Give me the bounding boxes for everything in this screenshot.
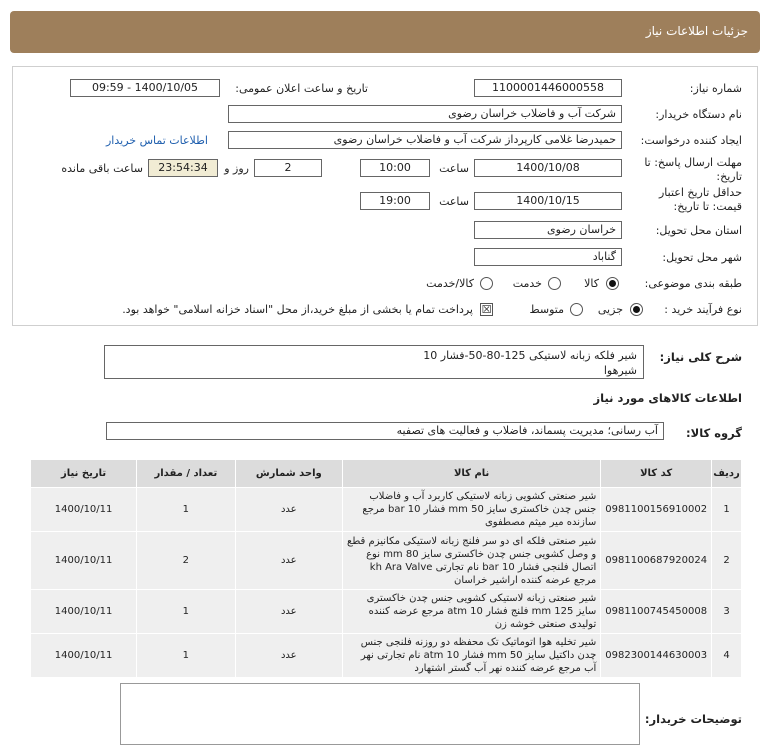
description-label: شرح کلی نیاز:: [659, 350, 742, 364]
buyer-contact-link[interactable]: اطلاعات تماس خریدار: [106, 134, 208, 147]
description-field: [104, 345, 644, 379]
row-unit: عدد: [235, 590, 342, 634]
category-option-goods: کالا: [584, 277, 599, 290]
table-row: [31, 634, 742, 678]
days-label: روز و: [224, 162, 249, 175]
items-section-title: اطلاعات کالاهای مورد نیاز: [593, 391, 742, 405]
row-code: 0981100745450008: [601, 590, 712, 634]
category-label: طبقه بندی موضوعی:: [644, 277, 742, 290]
col-name-header: نام کالا: [343, 460, 601, 488]
row-unit: عدد: [235, 488, 342, 532]
page-header: [10, 11, 760, 53]
announce-label: تاریخ و ساعت اعلان عمومی:: [235, 82, 368, 95]
remaining-label: ساعت باقی مانده: [61, 162, 143, 175]
group-field: آب رسانی؛ مدیریت پسماند، فاضلاب و فعالیت های تصفیه: [106, 422, 664, 440]
items-table: [30, 459, 742, 678]
validity-date-field: 1400/10/15: [474, 192, 622, 210]
row-code: 0981100156910002: [601, 488, 712, 532]
buyer-org-label: نام دستگاه خریدار:: [655, 108, 742, 121]
process-radio-minor[interactable]: [630, 303, 643, 316]
table-row: [31, 488, 742, 532]
treasury-payment-checkbox[interactable]: ☒: [481, 303, 492, 316]
row-qty: 1: [137, 488, 235, 532]
col-date-header: تاریخ نیاز: [31, 460, 137, 488]
city-label: شهر محل تحویل:: [662, 251, 742, 264]
table-row: [31, 590, 742, 634]
row-date: 1400/10/11: [31, 590, 137, 634]
validity-time-label: ساعت: [439, 195, 469, 208]
buyer-notes-field: [120, 683, 640, 745]
page-title: جزئیات اطلاعات نیاز: [645, 24, 748, 38]
days-field: 2: [254, 159, 322, 177]
need-number-field: 1100001446000558: [474, 79, 622, 97]
process-option-medium: متوسط: [529, 303, 564, 316]
col-qty-header: تعداد / مقدار: [137, 460, 235, 488]
treasury-payment-note: پرداخت تمام یا بخشی از مبلغ خرید،از محل "اسناد خزانه اسلامی" خواهد بود.: [122, 303, 473, 316]
row-date: 1400/10/11: [31, 634, 137, 678]
validity-time-field: 19:00: [360, 192, 430, 210]
row-date: 1400/10/11: [31, 532, 137, 590]
row-index: 1: [712, 488, 742, 532]
row-code: 0982300144630003: [601, 634, 712, 678]
col-code-header: کد کالا: [601, 460, 712, 488]
creator-label: ایجاد کننده درخواست:: [640, 134, 742, 147]
buyer-org-field: شرکت آب و فاضلاب خراسان رضوی: [228, 105, 622, 123]
row-code: 0981100687920024: [601, 532, 712, 590]
row-qty: 1: [137, 634, 235, 678]
category-radio-goods-service[interactable]: [480, 277, 493, 290]
process-label: نوع فرآیند خرید :: [664, 303, 742, 316]
row-unit: عدد: [235, 532, 342, 590]
announce-datetime-field: 1400/10/05 - 09:59: [70, 79, 220, 97]
buyer-notes-label: توضیحات خریدار:: [644, 712, 742, 726]
deadline-time-label: ساعت: [439, 162, 469, 175]
description-line-2: شیرهوا: [603, 364, 637, 377]
deadline-date-field: 1400/10/08: [474, 159, 622, 177]
col-index-header: ردیف: [712, 460, 742, 488]
row-date: 1400/10/11: [31, 488, 137, 532]
row-unit: عدد: [235, 634, 342, 678]
need-number-label: شماره نیاز:: [689, 82, 742, 95]
table-header-row: [31, 460, 742, 488]
row-index: 2: [712, 532, 742, 590]
row-qty: 2: [137, 532, 235, 590]
row-name: شیر صنعتی کشویی زبانه لاستیکی کاربرد آب و فاضلاب جنس چدن خاکستری سایز 50 mm فشار 10 bar مرجع سازنده میر میثم مصطفوی: [343, 488, 601, 532]
province-label: استان محل تحویل:: [655, 224, 742, 237]
creator-field: حمیدرضا غلامی کارپرداز شرکت آب و فاضلاب خراسان رضوی: [228, 131, 622, 149]
deadline-time-field: 10:00: [360, 159, 430, 177]
remaining-time-field: 23:54:34: [148, 159, 218, 177]
row-name: شیر صنعتی زبانه لاستیکی کشویی جنس چدن خاکستری سایز 125 mm فلنج فشار 10 atm مرجع عرضه کننده تولیدی صنعتی خوشه زن: [343, 590, 601, 634]
row-name: شیر صنعتی فلکه ای دو سر فلنج زبانه لاستیکی مکانیزم قطع و وصل کشویی جنس چدن خاکستری سایز 80 mm نوع اتصال فلنجی فشار 10 bar نام تجارتی kh Ara Valve مرجع عرضه کننده اراشیر خراسان: [343, 532, 601, 590]
row-qty: 1: [137, 590, 235, 634]
province-field: خراسان رضوی: [474, 221, 622, 239]
row-index: 4: [712, 634, 742, 678]
category-option-goods-service: کالا/خدمت: [426, 277, 474, 290]
row-name: شیر تخلیه هوا اتوماتیک تک محفظه دو روزنه فلنجی جنس چدن داکتیل سایز 50 mm فشار 10 atm نام تجارتی نهر آب مرجع عرضه کننده نهر آب گستر اشتهارد: [343, 634, 601, 678]
process-radio-medium[interactable]: [570, 303, 583, 316]
col-unit-header: واحد شمارش: [235, 460, 342, 488]
city-field: گناباد: [474, 248, 622, 266]
process-option-minor: جزیی: [597, 303, 623, 316]
category-option-service: خدمت: [512, 277, 542, 290]
category-radio-goods[interactable]: [606, 277, 619, 290]
deadline-label: مهلت ارسال پاسخ: تا تاریخ:: [644, 156, 742, 183]
description-line-1: شیر فلکه زبانه لاستیکی 125-80-50-فشار 10: [423, 349, 637, 362]
category-radio-service[interactable]: [548, 277, 561, 290]
table-row: [31, 532, 742, 590]
group-label: گروه کالا:: [686, 426, 742, 440]
row-index: 3: [712, 590, 742, 634]
validity-label: حداقل تاریخ اعتبار قیمت: تا تاریخ:: [658, 186, 742, 213]
